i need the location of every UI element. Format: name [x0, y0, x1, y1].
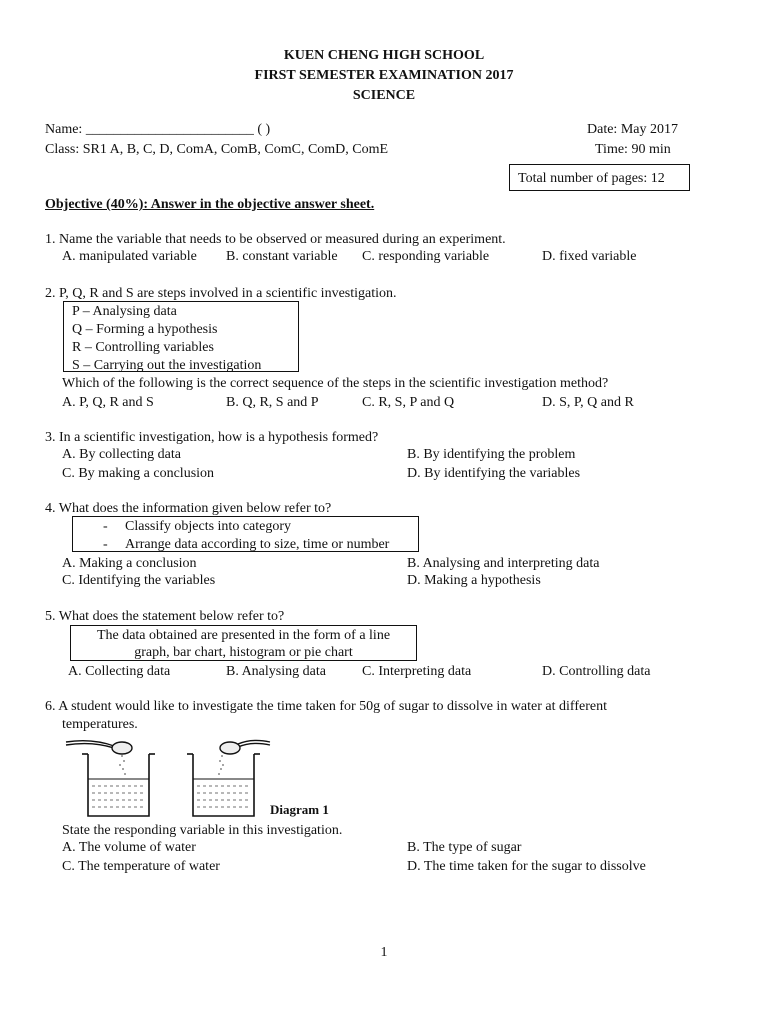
q2-option-b: B. Q, R, S and P: [226, 395, 319, 410]
q5-statement-line-2: graph, bar chart, histogram or pie chart: [134, 645, 353, 660]
q4-option-c: C. Identifying the variables: [62, 573, 216, 588]
q1-option-a: A. manipulated variable: [62, 249, 197, 264]
q6-option-b: B. The type of sugar: [407, 840, 522, 855]
q4-item-2: Arrange data according to size, time or number: [125, 537, 390, 552]
question-5: 5. What does the statement below refer to?: [45, 609, 285, 624]
exam-title: FIRST SEMESTER EXAMINATION 2017: [254, 68, 514, 83]
total-pages: Total number of pages: 12: [518, 171, 665, 186]
q3-option-c: C. By making a conclusion: [62, 466, 215, 481]
q2-option-d: D. S, P, Q and R: [542, 395, 634, 410]
q5-option-b: B. Analysing data: [226, 664, 326, 679]
q6-prompt: State the responding variable in this investigation.: [62, 823, 343, 838]
q4-option-a: A. Making a conclusion: [62, 556, 197, 571]
q5-option-d: D. Controlling data: [542, 664, 651, 679]
q2-prompt: Which of the following is the correct sequence of the steps in the scientific investigation method?: [62, 376, 609, 391]
q5-statement-line-1: The data obtained are presented in the form of a line: [96, 628, 391, 643]
question-1: 1. Name the variable that needs to be observed or measured during an experiment.: [45, 232, 506, 247]
beaker-diagram: [62, 734, 272, 820]
q4-dash-2: -: [103, 537, 108, 552]
spoon-2: [220, 740, 270, 754]
q3-option-d: D. By identifying the variables: [407, 466, 581, 481]
q4-item-1: Classify objects into category: [125, 519, 292, 534]
name-line: Name: ________________________ ( ): [45, 122, 271, 137]
q1-option-b: B. constant variable: [226, 249, 338, 264]
subject-title: SCIENCE: [352, 88, 416, 103]
q3-option-b: B. By identifying the problem: [407, 447, 576, 462]
spoon-1: [66, 741, 132, 754]
question-2: 2. P, Q, R and S are steps involved in a scientific investigation.: [45, 286, 397, 301]
school-name: KUEN CHENG HIGH SCHOOL: [283, 48, 485, 63]
q1-option-c: C. responding variable: [362, 249, 490, 264]
q2-option-c: C. R, S, P and Q: [362, 395, 455, 410]
exam-time: Time: 90 min: [595, 142, 671, 157]
q2-step-r: R – Controlling variables: [72, 340, 214, 355]
question-4: 4. What does the information given below refer to?: [45, 501, 332, 516]
q2-step-s: S – Carrying out the investigation: [72, 358, 262, 373]
section-heading: Objective (40%): Answer in the objective answer sheet.: [45, 197, 375, 212]
q6-option-a: A. The volume of water: [62, 840, 196, 855]
class-line: Class: SR1 A, B, C, D, ComA, ComB, ComC, ComD, ComE: [45, 142, 389, 157]
q1-option-d: D. fixed variable: [542, 249, 637, 264]
q2-option-a: A. P, Q, R and S: [62, 395, 154, 410]
q6-option-d: D. The time taken for the sugar to dissolve: [407, 859, 646, 874]
q2-step-p: P – Analysing data: [72, 304, 177, 319]
q5-option-a: A. Collecting data: [68, 664, 171, 679]
q4-dash-1: -: [103, 519, 108, 534]
q5-option-c: C. Interpreting data: [362, 664, 472, 679]
q4-option-b: B. Analysing and interpreting data: [407, 556, 600, 571]
question-6: 6. A student would like to investigate the time taken for 50g of sugar to dissolve in water at different: [45, 699, 607, 714]
diagram-caption: Diagram 1: [270, 802, 329, 817]
question-3: 3. In a scientific investigation, how is a hypothesis formed?: [45, 430, 379, 445]
q4-option-d: D. Making a hypothesis: [407, 573, 541, 588]
q3-option-a: A. By collecting data: [62, 447, 181, 462]
q2-step-q: Q – Forming a hypothesis: [72, 322, 218, 337]
question-6-cont: temperatures.: [62, 717, 138, 732]
exam-date: Date: May 2017: [587, 122, 678, 137]
q6-option-c: C. The temperature of water: [62, 859, 220, 874]
page-number: 1: [380, 945, 388, 960]
